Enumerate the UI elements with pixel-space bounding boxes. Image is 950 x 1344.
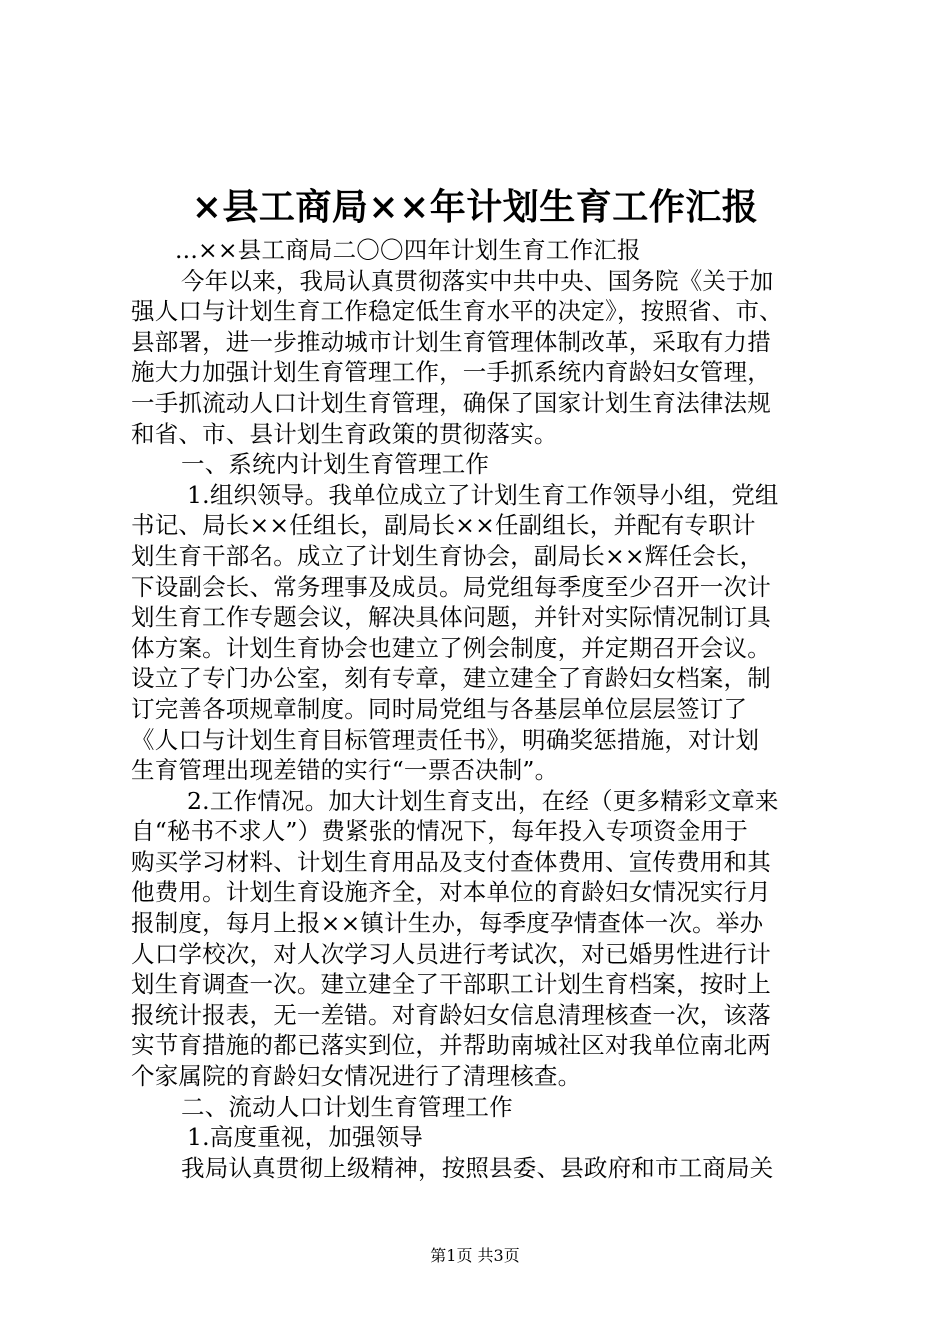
- section-heading: 二、流动人口计划生育管理工作: [181, 1092, 513, 1121]
- paragraph-line: 划生育工作专题会议，解决具体问题，并针对实际情况制订具: [131, 603, 771, 632]
- paragraph-line: 下设副会长、常务理事及成员。局党组每季度至少召开一次计: [131, 572, 771, 601]
- paragraph-line: 我局认真贯彻上级精神，按照县委、县政府和市工商局关: [181, 1153, 774, 1182]
- paragraph-line: 今年以来，我局认真贯彻落实中共中央、国务院《关于加: [181, 266, 774, 295]
- paragraph-line: 他费用。计划生育设施齐全，对本单位的育龄妇女情况实行月: [131, 878, 771, 907]
- paragraph-line: 书记、局长××任组长，副局长××任副组长，并配有专职计: [131, 511, 756, 540]
- paragraph-line: 1.组织领导。我单位成立了计划生育工作领导小组，党组: [187, 480, 779, 509]
- paragraph-line: 一手抓流动人口计划生育管理，确保了国家计划生育法律法规: [131, 388, 771, 417]
- paragraph-line: 设立了专门办公室，刻有专章，建立建全了育龄妇女档案，制: [131, 664, 771, 693]
- subsection-heading: 1.高度重视，加强领导: [187, 1123, 424, 1152]
- paragraph-line: 2.工作情况。加大计划生育支出，在经（更多精彩文章来: [187, 786, 779, 815]
- paragraph-line: 县部署，进一步推动城市计划生育管理体制改革，采取有力措: [131, 327, 771, 356]
- paragraph-line: 和省、市、县计划生育政策的贯彻落实。: [131, 419, 558, 448]
- paragraph-line: 订完善各项规章制度。同时局党组与各基层单位层层签订了: [131, 694, 748, 723]
- document-body: [131, 235, 843, 1183]
- paragraph-line: 人口学校次，对人次学习人员进行考试次，对已婚男性进行计: [131, 939, 771, 968]
- paragraph-line: 报统计报表，无一差错。对育龄妇女信息清理核查一次，该落: [131, 1000, 771, 1029]
- paragraph-line: 生育管理出现差错的实行“一票否决制”。: [131, 756, 559, 785]
- page-number-footer: 第1页 共3页: [430, 1246, 520, 1265]
- paragraph-line: 强人口与计划生育工作稳定低生育水平的决定》，按照省、市、: [131, 297, 783, 326]
- paragraph-line: 报制度，每月上报××镇计生办，每季度孕情查体一次。举办: [131, 909, 764, 938]
- section-heading: 一、系统内计划生育管理工作: [181, 450, 490, 479]
- paragraph-line: 购买学习材料、计划生育用品及支付查体费用、宣传费用和其: [131, 847, 771, 876]
- paragraph-line: 实节育措施的都已落实到位，并帮助南城社区对我单位南北两: [131, 1031, 771, 1060]
- paragraph-line: 自“秘书不求人”）费紧张的情况下，每年投入专项资金用于: [131, 817, 748, 846]
- paragraph-line: 施大力加强计划生育管理工作，一手抓系统内育龄妇女管理，: [131, 358, 771, 387]
- paragraph-line: 体方案。计划生育协会也建立了例会制度，并定期召开会议。: [131, 633, 771, 662]
- paragraph-line: 划生育干部名。成立了计划生育协会，副局长××辉任会长，: [131, 541, 764, 570]
- paragraph-line: 《人口与计划生育目标管理责任书》，明确奖惩措施，对计划: [131, 725, 760, 754]
- paragraph-line: 划生育调查一次。建立建全了干部职工计划生育档案，按时上: [131, 970, 771, 999]
- document-title: ×县工商局××年计划生育工作汇报: [191, 186, 759, 228]
- paragraph-line: 个家属院的育龄妇女情况进行了清理核查。: [131, 1062, 582, 1091]
- subtitle-line: ...××县工商局二〇〇四年计划生育工作汇报: [175, 236, 641, 264]
